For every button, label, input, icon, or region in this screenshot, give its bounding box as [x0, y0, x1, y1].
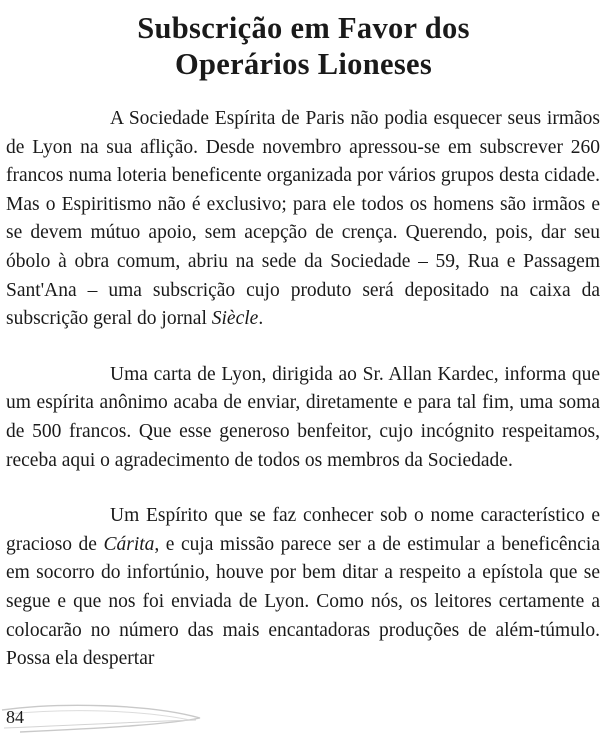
paragraph-1-text: A Sociedade Espírita de Paris não podia esquecer seus irmãos de Lyon na sua aflição. Desde novembro apressou-se em subscrever 260 francos numa loteria beneficente organizada por vários grupos desta cidade. Mas o Espiritismo não é exclusivo; para ele todos os homens são irmãos e se devem mútuo apoio, sem acepção de crença. Querendo, pois, dar seu óbolo à obra comum, abriu na sede da Sociedade – 59, Rua e Passagem Sant'Ana – uma subscrição cujo produto será depositado na caixa da subscrição geral do jornal: [6, 108, 600, 330]
paragraph-3-end: , e cuja missão parece ser a de estimular a beneficência em socorro do infortúnio, houve por bem ditar a respeito a epístola que se segue e que nos foi enviada de Lyon. Como nós, os leitores certamente a colocarão no número das mais encantadoras produções de além-túmulo. Possa ela despertar: [6, 533, 600, 670]
journal-name: Siècle: [211, 308, 259, 330]
paragraph-3: [6, 502, 600, 674]
title-line-1: Subscrição em Favor dos: [137, 11, 470, 45]
paragraph-1: [6, 105, 600, 334]
spirit-name: Cárita: [103, 533, 155, 555]
paragraph-2: Uma carta de Lyon, dirigida ao Sr. Allan Kardec, informa que um espírita anônimo acaba de enviar, diretamente e para tal fim, uma soma de 500 francos. Que esse generoso benfeitor, cujo incógnito respeitamos, receba aqui o agradecimento de todos os membros da Sociedade.: [6, 363, 600, 471]
title-line-2: Operários Lioneses: [174, 47, 432, 81]
article-body: [6, 105, 600, 701]
article-title: [0, 10, 607, 82]
page-number: 84: [6, 707, 24, 727]
paragraph-3-text: Um Espírito que se faz conhecer sob o nome característico e gracioso de: [6, 505, 600, 555]
paragraph-1-end: .: [258, 308, 264, 330]
decorative-swoosh: [0, 700, 210, 740]
